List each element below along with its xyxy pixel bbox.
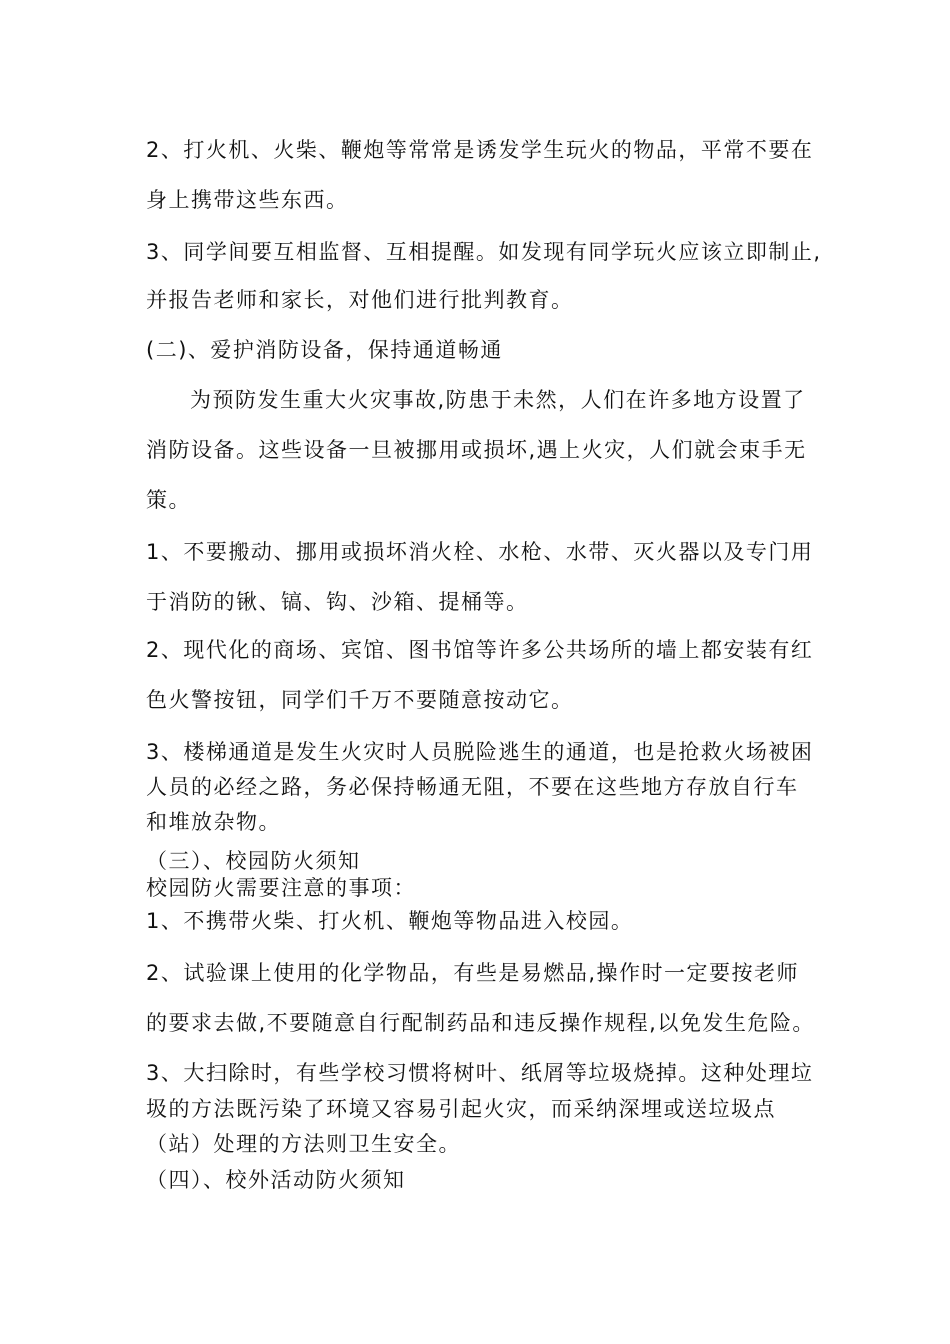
text-line: 色火警按钮，同学们千万不要随意按动它。 — [146, 688, 574, 712]
text-line: 2、打火机、火柴、鞭炮等常常是诱发学生玩火的物品，平常不要在 — [146, 138, 814, 162]
text-line: 3、楼梯通道是发生火灾时人员脱险逃生的通道，也是抢救火场被困 — [146, 740, 814, 764]
text-line: 3、大扫除时，有些学校习惯将树叶、纸屑等垃圾烧掉。这种处理垃 — [146, 1061, 814, 1085]
text-line: 策。 — [146, 488, 191, 512]
text-line: 2、试验课上使用的化学物品，有些是易燃品,操作时一定要按老师 — [146, 961, 800, 985]
text-line: 的要求去做,不要随意自行配制药品和违反操作规程,以免发生危险。 — [146, 1011, 815, 1035]
text-line: 圾的方法既污染了环境又容易引起火灾，而采纳深埋或送垃圾点 — [146, 1097, 776, 1121]
text-line: 1、不携带火柴、打火机、鞭炮等物品进入校园。 — [146, 909, 634, 933]
text-line: 校园防火需要注意的事项： — [146, 876, 416, 900]
text-line: 2、现代化的商场、宾馆、图书馆等许多公共场所的墙上都安装有红 — [146, 638, 814, 662]
section-heading: （四）、校外活动防火须知 — [146, 1168, 406, 1192]
text-line: 身上携带这些东西。 — [146, 188, 349, 212]
section-heading: （三）、校园防火须知 — [146, 849, 361, 873]
text-line: 为预防发生重大火灾事故,防患于未然，人们在许多地方设置了 — [190, 388, 806, 412]
text-line: 消防设备。这些设备一旦被挪用或损坏,遇上火灾，人们就会束手无 — [146, 438, 807, 462]
text-line: 人员的必经之路，务必保持畅通无阻，不要在这些地方存放自行车 — [146, 775, 799, 799]
text-line: 3、同学间要互相监督、互相提醒。如发现有同学玩火应该立即制止, — [146, 240, 822, 264]
text-line: （站）处理的方法则卫生安全。 — [146, 1132, 461, 1156]
text-line: 并报告老师和家长，对他们进行批判教育。 — [146, 288, 574, 312]
text-line: 和堆放杂物。 — [146, 810, 281, 834]
section-heading: (二)、爱护消防设备，保持通道畅通 — [146, 338, 503, 362]
text-line: 1、不要搬动、挪用或损坏消火栓、水枪、水带、灭火器以及专门用 — [146, 540, 814, 564]
text-line: 于消防的锹、镐、钩、沙箱、提桶等。 — [146, 590, 529, 614]
